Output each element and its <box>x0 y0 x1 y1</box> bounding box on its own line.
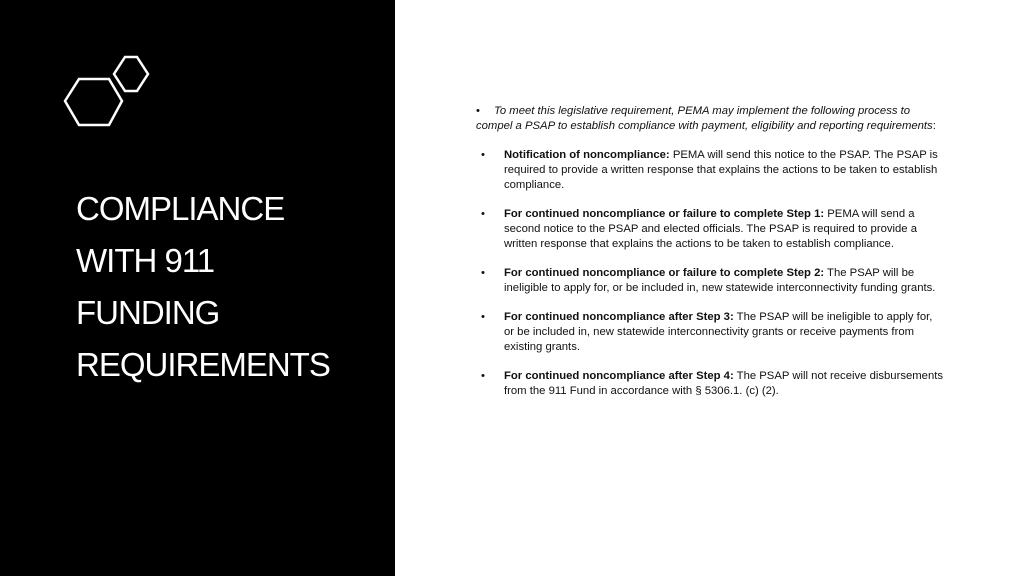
bullet-icon: • <box>481 370 485 382</box>
step-text: The PSAP will be ineligible to apply for, or be included in, new statewide interconnectivity funding grants. <box>504 267 936 294</box>
intro-text: To meet this legislative requirement, PEMA may implement the following process to compel a PSAP to establish compliance with payment, eligibility and reporting requirements <box>476 105 933 132</box>
steps-list <box>476 148 944 399</box>
step-label: For continued noncompliance or failure to complete Step 1: <box>504 208 825 220</box>
list-item <box>476 148 944 193</box>
step-text: The PSAP will not receive disbursements from the 911 Fund in accordance with § 5306.1. (c) (2). <box>504 370 944 397</box>
list-item <box>476 310 944 355</box>
step-label: Notification of noncompliance: <box>504 149 670 161</box>
step-text: PEMA will send this notice to the PSAP. The PSAP is required to provide a written response that explains the actions to be taken to establish compliance. <box>504 149 938 191</box>
step-label: For continued noncompliance after Step 3: <box>504 311 734 323</box>
hexagon-decoration-icon <box>58 52 168 134</box>
list-item <box>476 369 944 399</box>
bullet-icon: • <box>481 311 485 323</box>
bullet-icon: • <box>481 267 485 279</box>
step-text: PEMA will send a second notice to the PSAP and elected officials. The PSAP is required to provide a written response that explains the actions to be taken to establish compliance. <box>504 208 918 250</box>
large-hexagon-icon <box>65 79 122 125</box>
step-label: For continued noncompliance or failure to complete Step 2: <box>504 267 825 279</box>
list-item <box>476 207 944 252</box>
bullet-icon: • <box>481 208 485 220</box>
list-item <box>476 266 944 296</box>
intro-suffix: : <box>932 120 936 132</box>
bullet-icon: • <box>476 105 480 117</box>
content-body <box>476 104 944 413</box>
bullet-icon: • <box>481 149 485 161</box>
step-label: For continued noncompliance after Step 4: <box>504 370 734 382</box>
step-text: The PSAP will be ineligible to apply for, or be included in, new statewide interconnectivity grants or receive payments from existing grants. <box>504 311 933 353</box>
slide-title: COMPLIANCE WITH 911 FUNDING REQUIREMENTS <box>76 190 330 383</box>
small-hexagon-icon <box>114 57 148 91</box>
title-panel <box>0 0 395 576</box>
intro-paragraph <box>476 104 944 134</box>
